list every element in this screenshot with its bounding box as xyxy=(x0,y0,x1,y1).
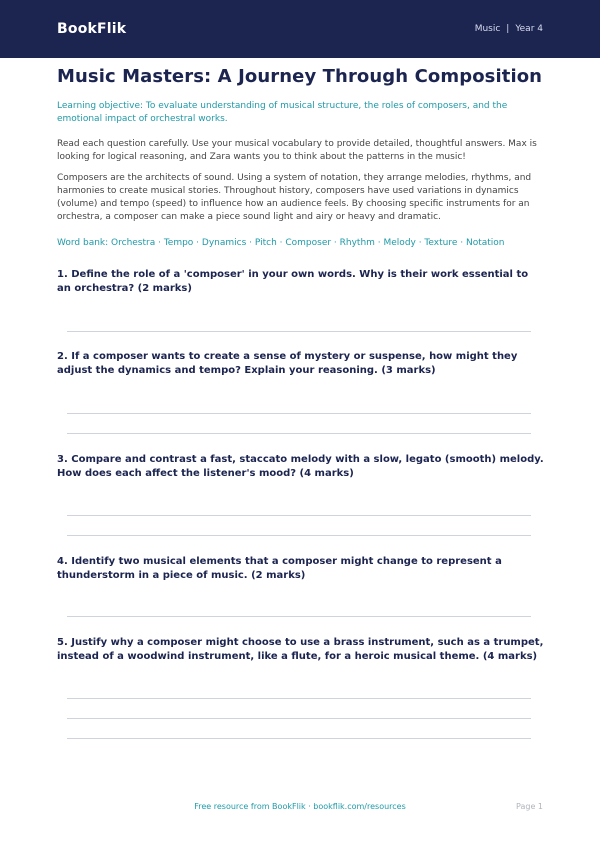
subject-breadcrumb xyxy=(475,24,543,34)
question-5: 5. Justify why a composer might choose to use a brass instrument, such as a trumpet, instead of a woodwind instrument, like a flute, for a heroic musical theme. (4 marks) xyxy=(57,637,544,662)
answer-line[interactable] xyxy=(67,535,531,536)
reading-passage: Composers are the architects of sound. Using a system of notation, they arrange melodies, rhythms, and harmonies to create musical stories. Throughout history, composers have used variations in dynamics (volume) and tempo (speed) to influence how an audience feels. By choosing specific instruments for an orchestra, a composer can make a piece sound light and airy or heavy and dramatic. xyxy=(57,173,532,222)
answer-line[interactable] xyxy=(67,331,531,332)
footer-link[interactable]: Free resource from BookFlik · bookflik.com/resources xyxy=(194,802,406,811)
header-bar xyxy=(0,0,600,58)
question-2: 2. If a composer wants to create a sense of mystery or suspense, how might they adjust the dynamics and tempo? Explain your reasoning. (3 marks) xyxy=(57,351,518,376)
learning-objective: Learning objective: To evaluate understanding of musical structure, the roles of composers, and the emotional impact of orchestral works. xyxy=(57,101,508,124)
answer-line[interactable] xyxy=(67,515,531,516)
page-title: Music Masters: A Journey Through Composition xyxy=(57,66,543,87)
instructions-paragraph: Read each question carefully. Use your musical vocabulary to provide detailed, thoughtful answers. Max is looking for logical reasoning, and Zara wants you to think about the patterns in the music! xyxy=(57,139,537,162)
answer-line[interactable] xyxy=(67,718,531,719)
subject-label: Music xyxy=(474,24,501,34)
brand-logo[interactable]: BookFlik xyxy=(57,21,127,37)
answer-line[interactable] xyxy=(67,433,531,434)
word-bank: Word bank: Orchestra · Tempo · Dynamics · Pitch · Composer · Rhythm · Melody · Texture · Notation xyxy=(57,238,505,248)
answer-line[interactable] xyxy=(67,738,531,739)
page-number: Page 1 xyxy=(516,802,543,811)
breadcrumb-separator: | xyxy=(506,24,510,34)
answer-line[interactable] xyxy=(67,698,531,699)
question-3: 3. Compare and contrast a fast, staccato melody with a slow, legato (smooth) melody. How does each affect the listener's mood? (4 marks) xyxy=(57,454,544,479)
question-1: 1. Define the role of a 'composer' in your own words. Why is their work essential to an orchestra? (2 marks) xyxy=(57,269,529,294)
year-label: Year 4 xyxy=(515,24,543,34)
answer-line[interactable] xyxy=(67,616,531,617)
answer-line[interactable] xyxy=(67,413,531,414)
question-4: 4. Identify two musical elements that a composer might change to represent a thunderstorm in a piece of music. (2 marks) xyxy=(57,556,502,581)
